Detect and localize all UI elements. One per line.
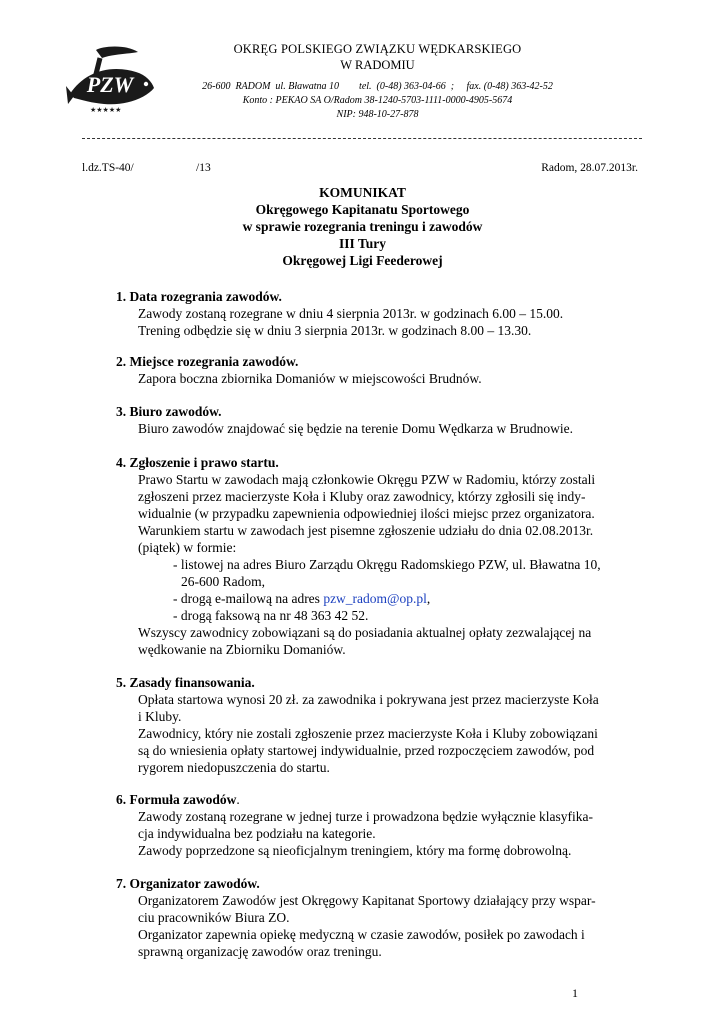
org-address: 26-600 RADOM ul. Bławatna 10 tel. (0-48) 363-04-66 ; fax. (0-48) 363-42-52 <box>202 81 553 92</box>
paragraph-line: są do wniesienia opłaty startowej indywidualnie, przed rozpoczęciem zawodów, pod <box>138 743 595 758</box>
org-name: OKRĘG POLSKIEGO ZWIĄZKU WĘDKARSKIEGO <box>233 42 522 56</box>
document-title <box>0 184 725 269</box>
paragraph-line: i Kluby. <box>138 709 182 724</box>
paragraph-line: zgłoszeni przez macierzyste Koła i Kluby oraz zawodnicy, którzy zgłosili się indy- <box>138 489 586 504</box>
paragraph-line: Organizatorem Zawodów jest Okręgowy Kapitanat Sportowy działający przy wspar- <box>138 893 596 908</box>
paragraph-line: Zawody poprzedzone są nieoficjalnym treningiem, który ma formę dobrowolną. <box>138 843 572 858</box>
section-heading: 1. Data rozegrania zawodów. <box>116 289 282 304</box>
header-divider <box>82 138 642 139</box>
paragraph-line: Wszyscy zawodnicy zobowiązani są do posiadania aktualnej opłaty zezwalającej na <box>138 625 592 640</box>
paragraph-line: wędkowanie na Zbiorniku Domaniów. <box>138 642 346 657</box>
paragraph-line: Biuro zawodów znajdować się będzie na terenie Domu Wędkarza w Brudnowie. <box>138 421 573 436</box>
org-nip: NIP: 948-10-27-878 <box>336 109 419 120</box>
title-line-2: Okręgowego Kapitanatu Sportowego <box>255 202 470 217</box>
bullet-line: - listowej na adres Biuro Zarządu Okręgu Radomskiego PZW, ul. Bławatna 10, <box>173 557 601 572</box>
section-heading: 2. Miejsce rozegrania zawodów. <box>116 354 299 369</box>
bullet-email <box>173 590 640 607</box>
section-organizer <box>116 875 640 960</box>
section-finance <box>116 674 640 776</box>
paragraph-line: widualnie (w przypadku zapewnienia odpowiedniej ilości miejsc przez organizatora. <box>138 506 595 521</box>
paragraph-line: (piątek) w formie: <box>138 540 237 555</box>
bullet-text: - drogą e-mailową na adres <box>173 591 324 606</box>
bullet-line: - drogą faksową na nr 48 363 42 52. <box>173 608 369 623</box>
svg-text:★★★★★: ★★★★★ <box>90 106 122 114</box>
paragraph-line: ciu pracowników Biura ZO. <box>138 910 290 925</box>
title-line-1: KOMUNIKAT <box>319 185 406 200</box>
title-line-4: III Tury <box>339 236 386 251</box>
place-date: Radom, 28.07.2013r. <box>541 162 638 174</box>
section-office <box>116 403 640 437</box>
paragraph-line: Trening odbędzie się w dniu 3 sierpnia 2013r. w godzinach 8.00 – 13.30. <box>138 323 532 338</box>
bullet-line: 26-600 Radom, <box>181 574 265 589</box>
section-format <box>116 791 640 859</box>
paragraph-line: Organizator zapewnia opiekę medyczną w czasie zawodów, posiłek po zawodach i <box>138 927 585 942</box>
section-location <box>116 353 640 387</box>
paragraph-line: Opłata startowa wynosi 20 zł. za zawodnika i pokrywana jest przez macierzyste Koła <box>138 692 599 707</box>
reference-suffix: /13 <box>196 162 211 174</box>
paragraph-line: rygorem niedopuszczenia do startu. <box>138 760 330 775</box>
paragraph-line: cja indywidualna bez podziału na kategorie. <box>138 826 376 841</box>
title-line-5: Okręgowej Ligi Feederowej <box>282 253 443 268</box>
paragraph-line: Zapora boczna zbiornika Domaniów w miejscowości Brudnów. <box>138 371 482 386</box>
paragraph-line: Warunkiem startu w zawodach jest pisemne zgłoszenie udziału do dnia 02.08.2013r. <box>138 523 594 538</box>
section-heading: 4. Zgłoszenie i prawo startu. <box>116 455 279 470</box>
pzw-logo <box>66 42 158 120</box>
paragraph-line: sprawną organizację zawodów oraz treningu. <box>138 944 382 959</box>
reference-number: l.dz.TS-40/ <box>82 162 134 174</box>
section-registration <box>116 454 640 658</box>
section-date <box>116 288 640 339</box>
title-line-3: w sprawie rozegrania treningu i zawodów <box>242 219 483 234</box>
section-heading-row <box>116 791 640 808</box>
page-number: 1 <box>572 986 578 1000</box>
section-heading: 6. Formuła zawodów <box>116 792 237 807</box>
section-heading-dot: . <box>236 792 240 807</box>
paragraph-line: Zawodnicy, który nie zostali zgłoszenie przez macierzyste Koła i Kluby zobowiązani <box>138 726 598 741</box>
paragraph-line: Zawody zostaną rozegrane w jednej turze i prowadzona będzie wyłącznie klasyfika- <box>138 809 594 824</box>
org-city: W RADOMIU <box>340 58 415 72</box>
paragraph-line: Prawo Startu w zawodach mają członkowie Okręgu PZW w Radomiu, którzy zostali <box>138 472 596 487</box>
paragraph-line: Zawody zostaną rozegrane w dniu 4 sierpnia 2013r. w godzinach 6.00 – 15.00. <box>138 306 564 321</box>
bullet-text-end: , <box>426 591 431 606</box>
email-link[interactable]: pzw_radom@op.pl <box>323 591 427 606</box>
logo-text: PZW <box>86 72 134 97</box>
section-heading: 3. Biuro zawodów. <box>116 404 222 419</box>
section-heading: 7. Organizator zawodów. <box>116 876 260 891</box>
org-bank-account: Konto : PEKAO SA O/Radom 38-1240-5703-1111-0000-4905-5674 <box>242 95 513 106</box>
section-heading: 5. Zasady finansowania. <box>116 675 255 690</box>
